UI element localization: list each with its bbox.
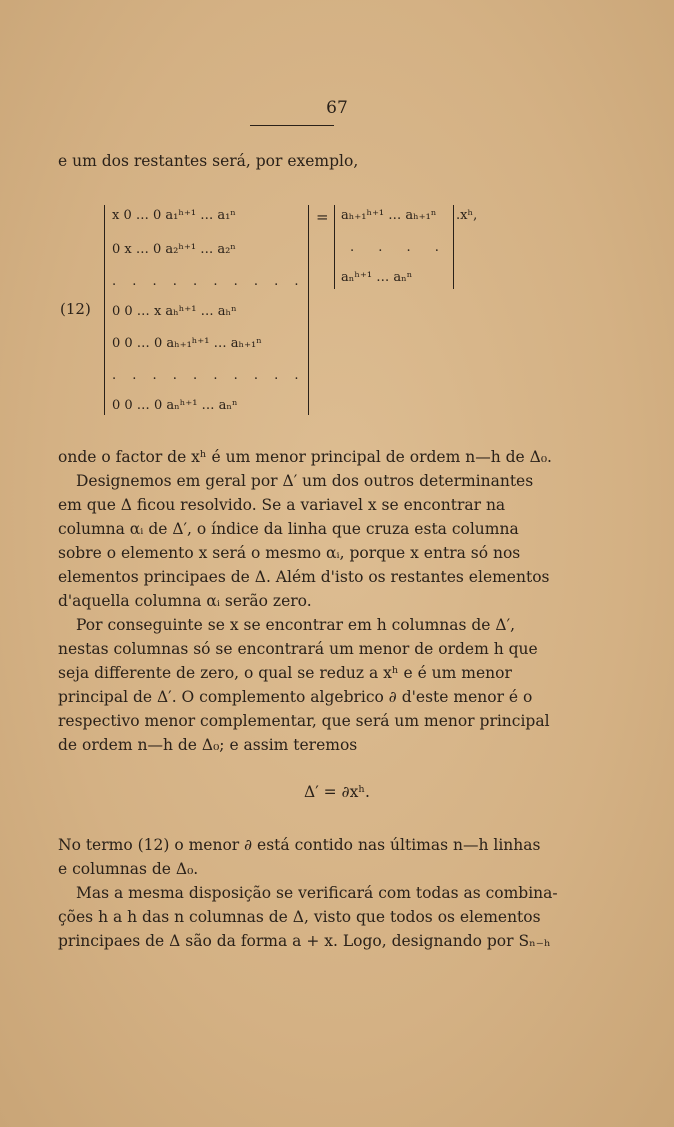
matrix-left-row: . . . . . . . . . . — [112, 368, 305, 383]
matrix-right-row: aₕ₊₁ʰ⁺¹ … aₕ₊₁ⁿ — [341, 208, 437, 223]
text-line: columna αᵢ de Δ′, o índice da linha que cruza esta columna — [58, 520, 519, 538]
matrix-left-row: . . . . . . . . . . — [112, 274, 305, 289]
equation-label: (12) — [60, 300, 91, 318]
text-line: elementos principaes de Δ. Além d'isto os restantes elementos — [58, 568, 550, 586]
matrix-right-factor: .xʰ, — [456, 208, 478, 223]
text-line: onde o factor de xʰ é um menor principal de ordem n—h de Δ₀. — [58, 448, 552, 466]
equals-sign: = — [316, 208, 329, 226]
minor-left-bar — [334, 205, 335, 289]
matrix-left-row: 0 x … 0 a₂ʰ⁺¹ … a₂ⁿ — [112, 242, 236, 257]
text-line: principaes de Δ são da forma a + x. Logo, designando por Sₙ₋ₕ — [58, 932, 551, 950]
matrix-right-row: . . . . — [350, 240, 449, 255]
text-line: seja differente de zero, o qual se reduz a xʰ e é um menor — [58, 664, 512, 682]
determinant-right-bar — [308, 205, 309, 415]
text-line: nestas columnas só se encontrará um menor de ordem h que — [58, 640, 538, 658]
page-number: 67 — [326, 98, 348, 118]
matrix-left-row: 0 0 … x aₕʰ⁺¹ … aₕⁿ — [112, 304, 237, 319]
text-line: e columnas de Δ₀. — [58, 860, 199, 878]
text-line: em que Δ ficou resolvido. Se a variavel x se encontrar na — [58, 496, 506, 514]
minor-right-bar — [453, 205, 454, 289]
matrix-left-row: x 0 … 0 a₁ʰ⁺¹ … a₁ⁿ — [112, 208, 236, 223]
text-line: d'aquella columna αᵢ serão zero. — [58, 592, 312, 610]
text-line: sobre o elemento x será o mesmo αᵢ, porque x entra só nos — [58, 544, 521, 562]
text-line: Por conseguinte se x se encontrar em h columnas de Δ′, — [76, 616, 516, 634]
page-number-rule — [250, 125, 334, 126]
matrix-left-row: 0 0 … 0 aₕ₊₁ʰ⁺¹ … aₕ₊₁ⁿ — [112, 336, 262, 351]
text-line: de ordem n—h de Δ₀; e assim teremos — [58, 736, 358, 754]
text-line: respectivo menor complementar, que será um menor principal — [58, 712, 550, 730]
intro-line: e um dos restantes será, por exemplo, — [58, 152, 359, 170]
text-line: principal de Δ′. O complemento algebrico ∂ d'este menor é o — [58, 688, 533, 706]
text-line: No termo (12) o menor ∂ está contido nas últimas n—h linhas — [58, 836, 541, 854]
text-line: Mas a mesma disposição se verificará com todas as combina- — [76, 884, 558, 902]
text-line: ções h a h das n columnas de Δ, visto que todos os elementos — [58, 908, 541, 926]
display-formula: Δ′ = ∂xʰ. — [304, 783, 370, 801]
matrix-right-row: aₙʰ⁺¹ … aₙⁿ — [341, 270, 413, 285]
matrix-left-row: 0 0 … 0 aₙʰ⁺¹ … aₙⁿ — [112, 398, 238, 413]
text-line: Designemos em geral por Δ′ um dos outros determinantes — [76, 472, 534, 490]
determinant-left-bar — [104, 205, 105, 415]
